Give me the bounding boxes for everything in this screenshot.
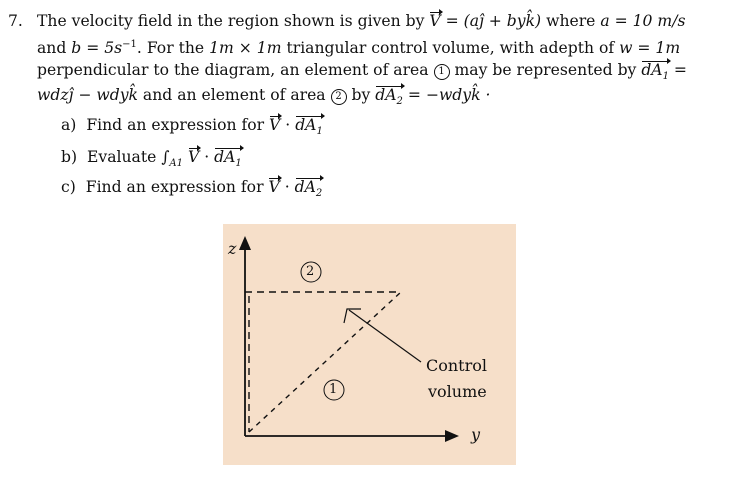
subscript: 2: [396, 96, 403, 108]
cv-diagonal-surface: [249, 292, 401, 432]
problem-line-1: [37, 11, 685, 31]
text-segment: and: [37, 39, 72, 58]
da-symbol: dA: [375, 86, 397, 104]
part-label: a): [61, 116, 77, 134]
part-c: [61, 177, 322, 204]
text-segment: and an element of area: [137, 86, 331, 104]
y-axis-label: y: [471, 425, 481, 444]
vector-da: [295, 115, 323, 142]
surface-2-label: 2: [306, 264, 315, 279]
circled-2: 2: [331, 89, 347, 105]
vector-da: [295, 177, 323, 204]
da1-expression: wdzĵ − wdyk̂: [37, 86, 138, 104]
da-symbol: dA: [641, 61, 663, 79]
text-segment: . For the: [136, 39, 210, 58]
value-a: a = 10 m/s: [600, 12, 686, 30]
z-axis-label: z: [228, 239, 237, 258]
part-text: Find an expression for: [85, 178, 269, 196]
text-segment: perpendicular to the diagram, an element of area: [37, 61, 434, 79]
velocity-equation: = (aĵ + byk̂): [445, 12, 542, 30]
subscript: 2: [315, 188, 323, 200]
vector-v: V: [269, 116, 281, 134]
subscript: 1: [662, 71, 669, 83]
problem-line-3: [37, 60, 687, 87]
control-volume-diagram: [223, 224, 516, 465]
text-segment: =: [668, 61, 687, 79]
vector-da2: [375, 85, 403, 112]
part-b: [61, 147, 242, 174]
y-axis-arrowhead: [445, 430, 459, 442]
cv-pointer-arrowhead: [344, 309, 361, 323]
vector-v: V: [187, 148, 200, 166]
circled-1: 1: [434, 64, 450, 80]
da-symbol: dA: [294, 178, 316, 196]
part-label: b): [61, 148, 78, 166]
text-segment: by: [346, 86, 376, 104]
problem-line-4: [37, 85, 490, 112]
dot-operator: ·: [279, 178, 295, 196]
cv-pointer-line: [349, 310, 421, 362]
part-text: Find an expression for: [86, 116, 270, 134]
exponent: −1: [122, 39, 137, 50]
value-w: w = 1m: [619, 39, 681, 58]
text-segment: where: [541, 12, 601, 30]
vector-v: V: [429, 12, 441, 30]
problem-number: 7.: [8, 12, 23, 30]
text-segment: may be represented by: [449, 61, 642, 79]
value-b: b = 5s: [71, 39, 123, 58]
dot-operator: ·: [280, 116, 296, 134]
cv-label-line-1: Control: [426, 356, 488, 375]
dot-operator: ·: [199, 148, 215, 166]
subscript: 1: [235, 158, 242, 170]
vector-da1: [641, 60, 669, 87]
cv-size: 1m × 1m: [209, 39, 282, 58]
surface-1-label: 1: [329, 382, 338, 397]
da2-expression: = −wdyk̂ ·: [402, 86, 491, 104]
da-symbol: dA: [295, 116, 317, 134]
part-text: Evaluate ∫: [87, 148, 170, 166]
da-symbol: dA: [214, 148, 236, 166]
integral-limit: A1: [169, 158, 183, 170]
problem-line-2: [37, 35, 680, 58]
subscript: 1: [316, 126, 323, 138]
part-label: c): [61, 178, 76, 196]
z-axis-arrowhead: [239, 236, 251, 250]
vector-v: V: [268, 178, 280, 196]
text-segment: triangular control volume, with adepth of: [281, 39, 620, 58]
vector-da: [214, 147, 242, 174]
part-a: [61, 115, 323, 142]
cv-label-line-2: volume: [428, 382, 487, 401]
text-segment: The velocity field in the region shown is given by: [37, 12, 430, 30]
